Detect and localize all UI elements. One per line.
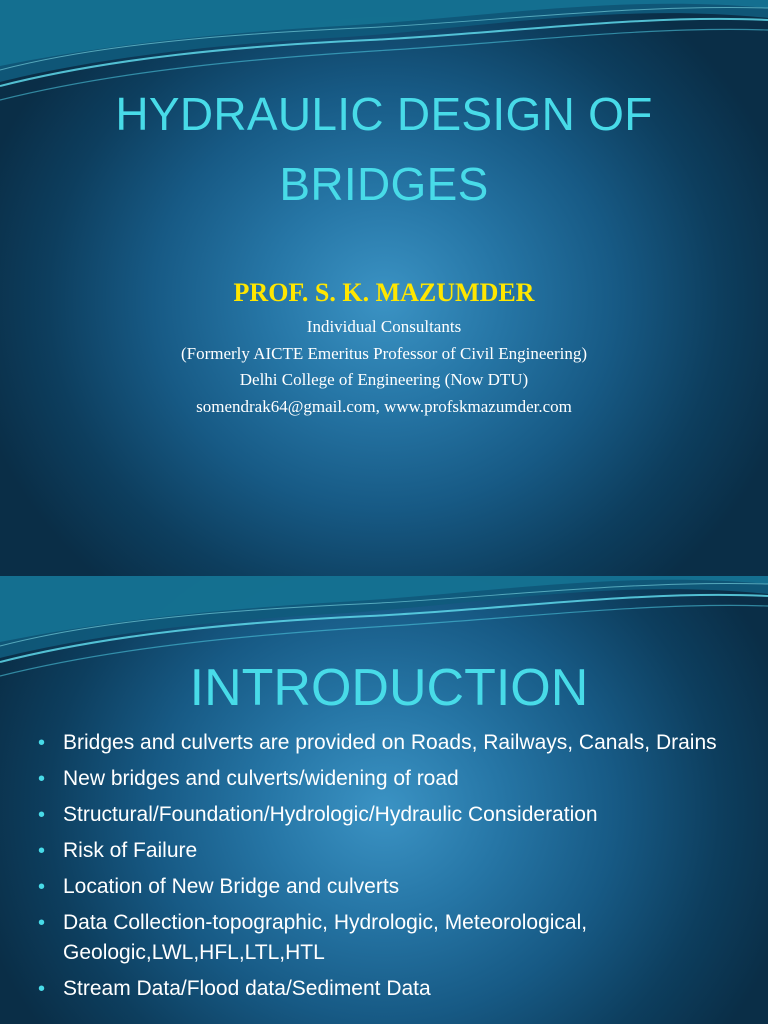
bullet-icon: • (38, 768, 46, 790)
author-details (0, 314, 768, 420)
bullet-icon: • (38, 876, 46, 898)
bullet-text: Bridges and culverts are provided on Roads, Railways, Canals, Drains (63, 731, 717, 754)
slide-title: INTRODUCTION (189, 659, 589, 717)
list-item (38, 836, 728, 866)
list-item (38, 800, 728, 830)
list-item (38, 974, 728, 1004)
slide-title-line-2: BRIDGES (279, 158, 489, 210)
former-position-text: (Formerly AICTE Emeritus Professor of Civil Engineering) (180, 343, 588, 363)
bullet-text: Location of New Bridge and culverts (63, 875, 400, 898)
affiliation-text: Individual Consultants (306, 317, 462, 336)
slide-title-line-1: HYDRAULIC DESIGN OF (115, 88, 653, 140)
author-name: PROF. S. K. MAZUMDER (233, 278, 535, 307)
list-item (38, 728, 728, 758)
bullet-text: New bridges and culverts/widening of road (63, 767, 459, 790)
bullet-list (38, 728, 728, 1010)
bullet-text: Structural/Foundation/Hydrologic/Hydraulic Consideration (63, 803, 598, 826)
bullet-icon: • (38, 804, 46, 826)
bullet-icon: • (38, 732, 46, 754)
list-item (38, 872, 728, 902)
contact-text: somendrak64@gmail.com, www.profskmazumder.com (196, 396, 572, 416)
introduction-slide (0, 576, 768, 1024)
bullet-text: Data Collection-topographic, Hydrologic, Meteorological, Geologic,LWL,HFL,LTL,HTL (63, 911, 588, 964)
bullet-icon: • (38, 912, 46, 934)
bullet-icon: • (38, 840, 46, 862)
college-text: Delhi College of Engineering (Now DTU) (239, 370, 529, 389)
bullet-icon: • (38, 978, 46, 1000)
list-item (38, 908, 728, 968)
bullet-text: Risk of Failure (63, 839, 198, 862)
list-item (38, 764, 728, 794)
bullet-text: Stream Data/Flood data/Sediment Data (63, 977, 431, 1000)
